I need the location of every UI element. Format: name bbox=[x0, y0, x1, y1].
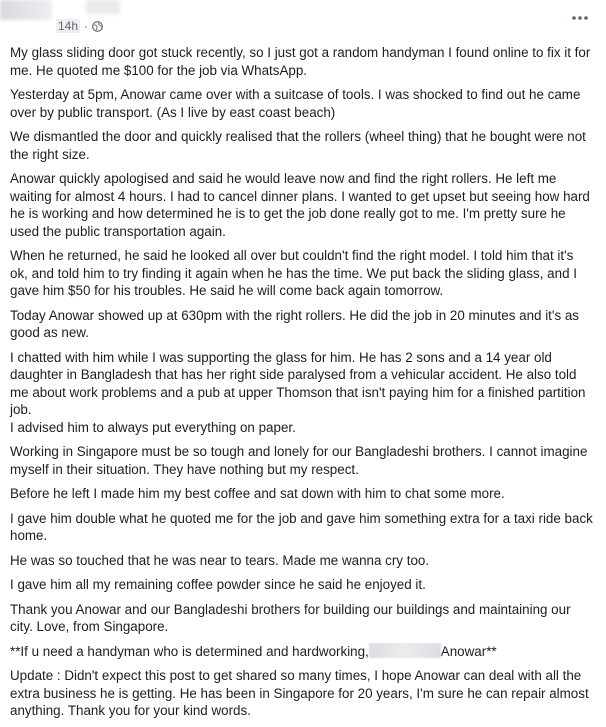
post-paragraph: Today Anowar showed up at 630pm with the right rollers. He did the job in 20 minutes and it's as good as new. bbox=[10, 307, 580, 340]
post-header bbox=[0, 0, 606, 40]
post-paragraph: He was so touched that he was near to tears. Made me wanna cry too. bbox=[10, 552, 430, 568]
post-paragraph: We dismantled the door and quickly realised that the rollers (wheel thing) that he bought were not the right size. bbox=[10, 129, 586, 162]
post-paragraph: When he returned, he said he looked all over but couldn't find the right model. I told him that it's ok, and told him to try finding it again when he has the time. We put back the sliding glass, and I gave him $50 for his troubles. He said he will come back again tomorrow. bbox=[10, 248, 577, 298]
globe-icon bbox=[92, 21, 103, 32]
handyman-line-prefix: **If u need a handyman who is determined and hardworking, bbox=[10, 643, 369, 659]
post-paragraph: I advised him to always put everything on paper. bbox=[10, 419, 296, 435]
handyman-line-suffix: Anowar** bbox=[440, 643, 497, 659]
post-paragraph: Before he left I made him my best coffee and sat down with him to chat some more. bbox=[10, 486, 505, 501]
post-paragraph: My glass sliding door got stuck recently, so I just got a random handyman I found online to fix it for me. He quoted me $100 for the job via WhatsApp. bbox=[10, 45, 591, 78]
post-meta bbox=[56, 19, 103, 33]
author-avatar-redacted[interactable] bbox=[0, 0, 52, 20]
post-body bbox=[10, 44, 594, 727]
post-paragraph: Working in Singapore must be so tough and lonely for our Bangladeshi brothers. I cannot imagine myself in their situation. They have nothing but my respect. bbox=[10, 444, 588, 477]
update-paragraph: Update : Didn't expect this post to get shared so many times, I hope Anowar can deal with all the extra business he is getting. He has been in Singapore for 20 years, I'm sure he can repair almost anything. Thank you for your kind words. bbox=[10, 668, 589, 718]
post-paragraph: I chatted with him while I was supporting the glass for him. He has 2 sons and a 14 year old daughter in Bangladesh that has her right side paralysed from a vehicular accident. He also told me about work problems and a pub at upper Thomson that isn't paying him for a finished partition job. bbox=[10, 349, 586, 417]
handyman-line bbox=[10, 643, 594, 661]
post-timestamp[interactable]: 14h bbox=[58, 19, 79, 33]
post-paragraph: Yesterday at 5pm, Anowar came over with a suitcase of tools. I was shocked to find out he came over by public transport. (As I live by east coast beach) bbox=[10, 87, 581, 120]
more-options-button[interactable] bbox=[568, 10, 592, 26]
more-horizontal-icon bbox=[571, 15, 589, 21]
meta-separator: · bbox=[84, 19, 89, 33]
post-paragraph: Anowar quickly apologised and said he would leave now and find the right rollers. He left me waiting for almost 4 hours. I had to cancel dinner plans. I wanted to get upset but seeing how hard he is working and how determined he is to get the job done really got to me. I'm pretty sure he used the public transportation again. bbox=[10, 171, 590, 239]
post-paragraph: I gave him double what he quoted me for the job and gave him something extra for a taxi ride back home. bbox=[10, 510, 593, 543]
author-name-redacted[interactable] bbox=[86, 0, 120, 14]
redacted-contact bbox=[369, 643, 441, 658]
post-paragraph: I gave him all my remaining coffee powder since he said he enjoyed it. bbox=[10, 577, 426, 592]
post-paragraph: Thank you Anowar and our Bangladeshi brothers for building our buildings and maintaining our city. Love, from Singapore. bbox=[10, 601, 571, 634]
